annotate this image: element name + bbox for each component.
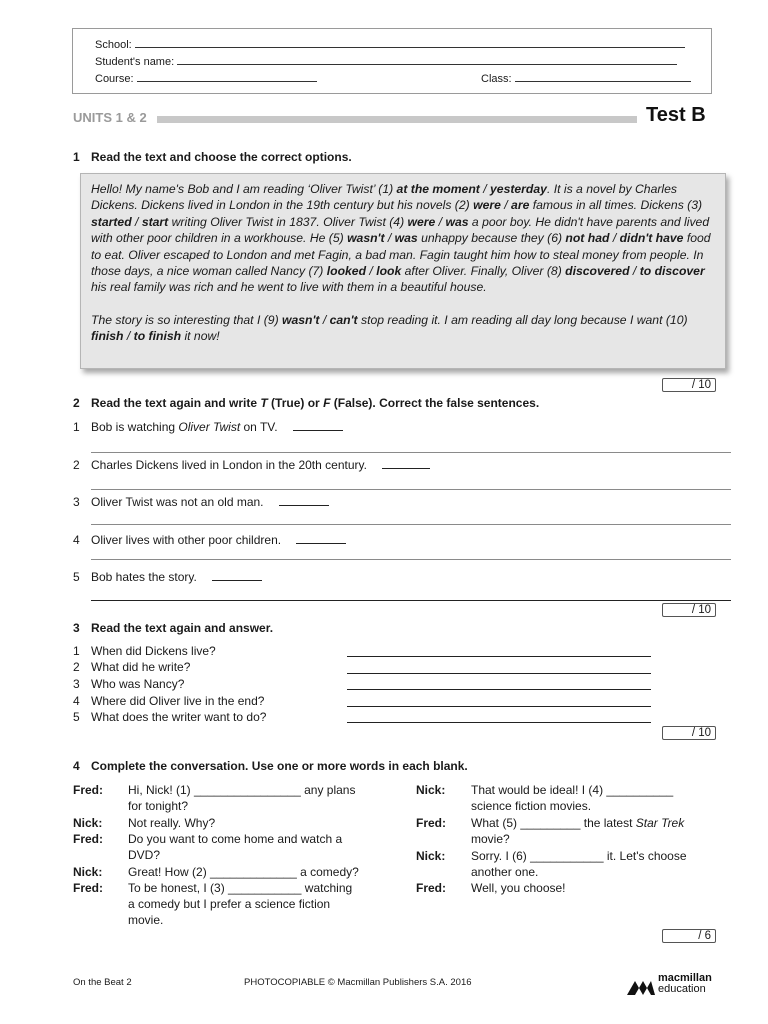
reading-text-segment: / xyxy=(479,182,491,196)
answer-line[interactable] xyxy=(91,452,731,453)
speaker-label: Fred: xyxy=(73,783,103,797)
reading-text-segment: his real family was rich and he went to live with them in a beautiful house. xyxy=(91,280,487,295)
reading-text-segment: / xyxy=(123,329,134,344)
item-number: 5 xyxy=(73,710,80,724)
reading-text-segment: food to eat. Oliver escaped to London and met Fagin, a bad man. Fagin taught him how to steal money from people. In those days, a nice woman called Nancy (7) xyxy=(91,231,711,279)
brand-subname: education xyxy=(658,983,706,995)
course-label: Course: xyxy=(95,73,134,85)
reading-text-segment: The story is so interesting that I (9) xyxy=(91,312,283,327)
answer-option[interactable]: started xyxy=(91,214,132,229)
answer-option[interactable]: wasn't xyxy=(282,312,320,327)
question-text: Where did Oliver live in the end? xyxy=(91,694,265,708)
answer-line[interactable] xyxy=(91,600,731,601)
answer-option[interactable]: discovered xyxy=(565,264,630,279)
item-number: 4 xyxy=(73,694,80,708)
answer-line[interactable] xyxy=(347,673,651,674)
statement-text: on TV. xyxy=(240,420,278,434)
item-number: 5 xyxy=(73,570,80,584)
answer-line[interactable] xyxy=(91,524,731,525)
statement-text: Bob is watching xyxy=(91,420,179,434)
question-3 xyxy=(73,677,184,691)
exercise-2-heading xyxy=(73,396,539,410)
exercise-1-score-box: / 10 xyxy=(662,378,716,392)
conversation-right-column xyxy=(416,782,736,902)
answer-option[interactable]: were xyxy=(473,198,501,213)
question-text: When did Dickens live? xyxy=(91,644,216,658)
statement-5 xyxy=(73,569,262,584)
statement-3 xyxy=(73,494,329,509)
exercise-instruction: Complete the conversation. Use one or more words in each blank. xyxy=(91,759,468,773)
question-4 xyxy=(73,694,264,708)
exercise-3-heading xyxy=(73,621,273,635)
reading-text-segment: famous in all times. Dickens (3) xyxy=(529,198,703,213)
question-text: Who was Nancy? xyxy=(91,677,185,691)
answer-option[interactable]: wasn't xyxy=(347,231,385,246)
test-title: Test B xyxy=(646,104,706,126)
units-label: UNITS 1 & 2 xyxy=(73,110,147,125)
answer-option[interactable]: at the moment xyxy=(396,182,480,196)
dialogue-line: another one. xyxy=(471,865,539,879)
instruction-part: (True) or xyxy=(267,396,324,410)
answer-line[interactable] xyxy=(347,706,651,707)
speaker-label: Nick: xyxy=(416,783,446,797)
reading-text-segment: / xyxy=(384,231,395,246)
answer-option[interactable]: was xyxy=(394,231,418,246)
reading-text-segment: / xyxy=(131,214,142,229)
answer-option[interactable]: not had xyxy=(565,231,610,246)
answer-option[interactable]: are xyxy=(511,198,530,213)
item-number: 1 xyxy=(73,420,80,434)
dialogue-line: science fiction movies. xyxy=(471,799,592,813)
true-false-blank[interactable] xyxy=(212,569,262,581)
school-label: School: xyxy=(95,39,132,51)
exercise-4-score-box: / 6 xyxy=(662,929,716,943)
item-number: 2 xyxy=(73,660,80,674)
reading-text-segment: / xyxy=(609,231,620,246)
instruction-false-letter: F xyxy=(323,396,331,410)
speaker-label: Nick: xyxy=(73,865,103,879)
statement-text: Oliver Twist was not an old man. xyxy=(91,495,264,509)
dialogue-line: Not really. Why? xyxy=(128,816,216,830)
reading-text-segment: unhappy because they (6) xyxy=(417,231,566,246)
dialogue-line: DVD? xyxy=(128,848,161,862)
student-row xyxy=(95,53,677,68)
question-text: What did he write? xyxy=(91,660,191,674)
reading-paragraph-1 xyxy=(91,181,715,296)
school-row xyxy=(95,36,685,51)
reading-text-segment: stop reading it. I am reading all day long because I want (10) xyxy=(357,312,688,327)
answer-option[interactable]: didn't have xyxy=(619,231,684,246)
statement-italic: Oliver Twist xyxy=(178,420,241,434)
exercise-2-score-box: / 10 xyxy=(662,603,716,617)
macmillan-logo-icon xyxy=(626,975,656,997)
units-divider-bar xyxy=(157,116,637,123)
answer-option[interactable]: were xyxy=(407,214,436,229)
dialogue-line: a comedy but I prefer a science fiction xyxy=(128,897,331,911)
dialogue-line: Do you want to come home and watch a xyxy=(128,832,343,846)
course-row xyxy=(95,70,317,85)
answer-option[interactable]: looked xyxy=(326,264,367,279)
reading-text-segment: after Oliver. Finally, Oliver (8) xyxy=(401,264,566,279)
answer-option[interactable]: start xyxy=(141,214,169,229)
answer-option[interactable]: yesterday xyxy=(490,182,547,196)
question-5 xyxy=(73,710,266,724)
reading-text-segment: a poor boy. He didn't have parents and lived with other poor children in a workhouse. He (5) xyxy=(91,214,710,246)
reading-text-segment: it now! xyxy=(181,329,220,344)
exercise-instruction: Read the text again and answer. xyxy=(91,621,274,635)
student-name-label: Student's name: xyxy=(95,56,175,68)
reading-text-segment: / xyxy=(319,312,330,327)
student-name-field[interactable] xyxy=(177,53,677,65)
brand-name: macmillan xyxy=(658,972,712,984)
answer-option[interactable]: to discover xyxy=(639,264,705,279)
reading-text-box xyxy=(80,173,726,369)
answer-option[interactable]: look xyxy=(376,264,402,279)
speaker-label: Fred: xyxy=(73,881,103,895)
speaker-label: Nick: xyxy=(73,816,103,830)
instruction-part: (False). Correct the false sentences. xyxy=(330,396,540,410)
movie-title: Star Trek xyxy=(635,816,685,830)
speaker-label: Fred: xyxy=(73,832,103,846)
instruction-part: Read the text again and write xyxy=(91,396,261,410)
dialogue-line: movie? xyxy=(471,832,510,846)
speaker-label: Fred: xyxy=(416,816,446,830)
exercise-number: 3 xyxy=(73,621,80,635)
answer-option[interactable]: can't xyxy=(329,312,358,327)
exercise-number: 1 xyxy=(73,150,80,164)
question-text: What does the writer want to do? xyxy=(91,710,267,724)
question-2 xyxy=(73,660,190,674)
item-number: 3 xyxy=(73,495,80,509)
reading-text-segment: / xyxy=(366,264,377,279)
dialogue-line xyxy=(471,815,684,831)
statement-text: Charles Dickens lived in London in the 20th century. xyxy=(91,458,367,472)
statement-2 xyxy=(73,457,430,472)
instruction-true-letter: T xyxy=(260,396,268,410)
answer-line[interactable] xyxy=(91,559,731,560)
item-number: 3 xyxy=(73,677,80,691)
statement-text: Bob hates the story. xyxy=(91,570,197,584)
question-1 xyxy=(73,644,216,658)
dialogue-line: Hi, Nick! (1) ________________ any plans xyxy=(128,783,356,797)
dialogue-line: Sorry. I (6) ___________ it. Let's choose xyxy=(471,849,687,863)
speaker-label: Fred: xyxy=(416,881,446,895)
true-false-blank[interactable] xyxy=(279,494,329,506)
item-number: 1 xyxy=(73,644,80,658)
reading-text-segment: Hello! My name's Bob and I am reading ‘Oliver Twist’ (1) xyxy=(91,182,397,196)
exercise-instruction: Read the text and choose the correct options. xyxy=(91,150,352,164)
dialogue-line: To be honest, I (3) ___________ watching xyxy=(128,881,353,895)
exercise-1-heading xyxy=(73,150,352,164)
exercise-3-score-box: / 10 xyxy=(662,726,716,740)
class-row xyxy=(481,70,691,85)
reading-text-segment: / xyxy=(500,198,512,213)
statement-text: Oliver lives with other poor children. xyxy=(91,533,282,547)
class-field[interactable] xyxy=(515,70,691,82)
answer-line[interactable] xyxy=(91,489,731,490)
answer-option[interactable]: to finish xyxy=(133,329,182,344)
course-field[interactable] xyxy=(137,70,317,82)
true-false-blank[interactable] xyxy=(296,532,346,544)
statement-1 xyxy=(73,419,343,434)
dialogue-text: What (5) _________ the latest xyxy=(471,816,636,830)
answer-option[interactable]: was xyxy=(445,214,469,229)
true-false-blank[interactable] xyxy=(293,419,343,431)
class-label: Class: xyxy=(481,73,512,85)
statement-4 xyxy=(73,532,346,547)
item-number: 2 xyxy=(73,458,80,472)
book-title: On the Beat 2 xyxy=(73,977,132,988)
answer-option[interactable]: finish xyxy=(91,329,124,344)
reading-paragraph-2 xyxy=(91,312,715,345)
copyright-notice: PHOTOCOPIABLE © Macmillan Publishers S.A. 2016 xyxy=(244,977,472,988)
answer-line[interactable] xyxy=(347,656,651,657)
school-field[interactable] xyxy=(135,36,685,48)
student-info-box xyxy=(72,28,712,94)
publisher-logo xyxy=(626,973,716,999)
exercise-number: 4 xyxy=(73,759,80,773)
dialogue-line: That would be ideal! I (4) __________ xyxy=(471,783,674,797)
answer-line[interactable] xyxy=(347,689,651,690)
answer-line[interactable] xyxy=(347,722,651,723)
dialogue-line: Great! How (2) _____________ a comedy? xyxy=(128,865,359,879)
item-number: 4 xyxy=(73,533,80,547)
dialogue-line: movie. xyxy=(128,913,164,927)
reading-text-segment: / xyxy=(629,264,640,279)
reading-text-segment: . It is a novel by Charles Dickens. Dickens lived in London in the 19th century but his novels (2) xyxy=(91,182,677,213)
speaker-label: Nick: xyxy=(416,849,446,863)
dialogue-line: Well, you choose! xyxy=(471,881,566,895)
exercise-4-heading xyxy=(73,759,468,773)
reading-text-segment: / xyxy=(435,214,446,229)
reading-text-segment: writing Oliver Twist in 1837. Oliver Twist (4) xyxy=(168,214,408,229)
exercise-number: 2 xyxy=(73,396,80,410)
dialogue-line: for tonight? xyxy=(128,799,189,813)
conversation-left-column xyxy=(73,782,403,932)
true-false-blank[interactable] xyxy=(382,457,430,469)
